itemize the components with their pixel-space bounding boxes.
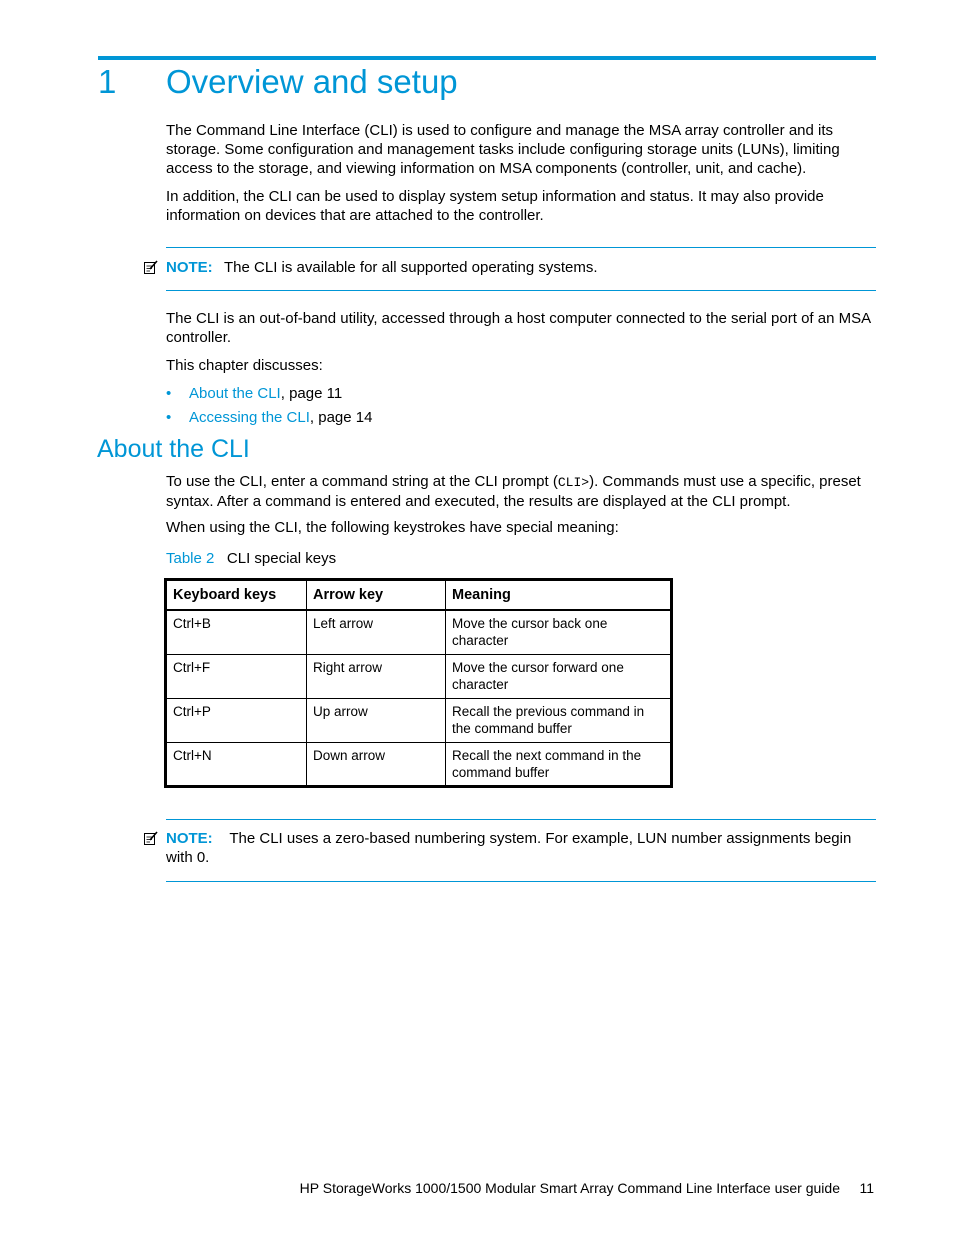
table-row	[166, 698, 672, 742]
table-caption	[166, 549, 876, 568]
table-caption-label: Table 2	[166, 550, 215, 567]
table-header-row	[166, 580, 672, 611]
section-paragraph-1	[166, 472, 876, 511]
toc-item	[189, 408, 372, 427]
intro-paragraph-1: The Command Line Interface (CLI) is used to configure and manage the MSA array controller and its storage. Some configuration and management tasks include configuring storage units (LUNs), limiting access to the storage, and viewing information on MSA components (controller, unit, and cache).	[166, 122, 840, 177]
toc-item	[189, 384, 342, 403]
section-title: About the CLI	[97, 435, 250, 463]
note-text: The CLI uses a zero-based numbering system. For example, LUN number assignments begin with 0.	[166, 830, 852, 866]
table-row	[166, 742, 672, 786]
toc-page-ref: , page 11	[280, 385, 343, 402]
chapter-number: 1	[98, 63, 117, 100]
note-bottom-rule	[166, 290, 876, 291]
note-label: NOTE:	[166, 259, 213, 276]
section-text: To use the CLI, enter a command string at the CLI prompt (	[166, 473, 558, 490]
page-number: 11	[859, 1180, 874, 1196]
note-label: NOTE:	[166, 830, 213, 847]
table-header: Keyboard keys	[166, 580, 307, 611]
table-cell: Recall the next command in the command buffer	[446, 742, 672, 786]
table-cell: Left arrow	[307, 610, 446, 654]
chapter-title: Overview and setup	[166, 63, 458, 100]
table-cell: Move the cursor back one character	[446, 610, 672, 654]
note-pencil-icon	[144, 260, 158, 274]
note-top-rule	[166, 819, 876, 820]
table-caption-text: CLI special keys	[226, 550, 337, 567]
table-cell: Ctrl+F	[166, 654, 307, 698]
bullet-icon: •	[166, 409, 172, 426]
cli-prompt-code: CLI>	[557, 475, 590, 490]
toc-link-about-cli[interactable]: About the CLI	[189, 385, 281, 402]
section-text: ). Commands must use a specific, preset syntax. After a command is entered and executed, the results are displayed at the CLI prompt.	[166, 473, 861, 510]
footer-title: HP StorageWorks 1000/1500 Modular Smart Array Command Line Interface user guide	[299, 1180, 840, 1196]
table-row	[166, 654, 672, 698]
section-paragraph-2: When using the CLI, the following keystrokes have special meaning:	[166, 519, 619, 536]
table-header: Meaning	[446, 580, 672, 611]
page-footer	[300, 1179, 874, 1198]
toc-link-accessing-cli[interactable]: Accessing the CLI	[189, 409, 310, 426]
table-cell: Up arrow	[307, 698, 446, 742]
cli-keys-table	[164, 578, 673, 788]
note-top-rule	[166, 247, 876, 248]
body-paragraph-1: The CLI is an out-of-band utility, accessed through a host computer connected to the serial port of an MSA controller.	[166, 310, 871, 346]
body-paragraph-2: This chapter discusses:	[166, 357, 323, 374]
table-cell: Down arrow	[307, 742, 446, 786]
note-text: The CLI is available for all supported operating systems.	[224, 259, 598, 276]
intro-paragraph-2: In addition, the CLI can be used to display system setup information and status. It may also provide information on devices that are attached to the controller.	[166, 188, 824, 224]
note-pencil-icon	[144, 831, 158, 845]
table-cell: Move the cursor forward one character	[446, 654, 672, 698]
table-header: Arrow key	[307, 580, 446, 611]
toc-page-ref: , page 14	[309, 409, 373, 426]
table-cell: Ctrl+B	[166, 610, 307, 654]
table-cell: Ctrl+N	[166, 742, 307, 786]
table-row	[166, 610, 672, 654]
note-body	[166, 829, 876, 867]
table-cell: Recall the previous command in the command buffer	[446, 698, 672, 742]
table-cell: Right arrow	[307, 654, 446, 698]
bullet-icon: •	[166, 385, 172, 402]
note-bottom-rule	[166, 881, 876, 882]
table-cell: Ctrl+P	[166, 698, 307, 742]
